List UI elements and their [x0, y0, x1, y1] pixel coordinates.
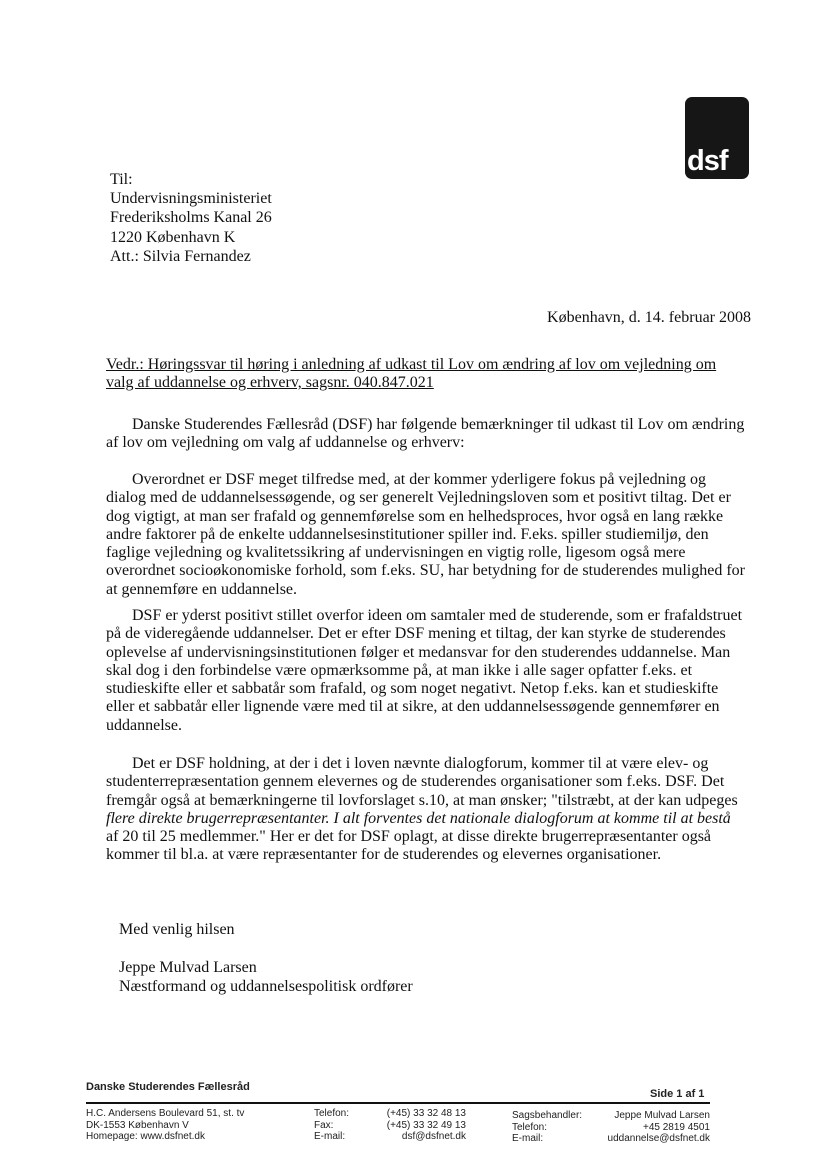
text-line: eller et sabbatår eller lignende være med til at sikre, at den uddannelsessøgende gennemfører en — [106, 698, 720, 716]
handler-label: E-mail: — [512, 1133, 544, 1144]
handler-value: Jeppe Mulvad Larsen — [614, 1110, 710, 1121]
recipient-line: 1220 København K — [110, 228, 236, 246]
text-line: af 20 til 25 medlemmer." Her er det for DSF oplagt, at disse direkte brugerrepræsentanter også — [106, 828, 712, 846]
footer-divider — [86, 1102, 710, 1104]
address-line: DK-1553 København V — [86, 1119, 189, 1131]
text-line: andre faktorer på de enkelte uddannelsesinstitutioner spiller ind. F.eks. spiller studiemiljø, den — [106, 525, 709, 543]
footer-address — [86, 1108, 244, 1143]
footer-page — [650, 1089, 704, 1101]
address-line: H.C. Andersens Boulevard 51, st. tv — [86, 1108, 245, 1119]
footer-handler-values — [596, 1110, 710, 1145]
signer-name: Jeppe Mulvad Larsen — [119, 959, 257, 976]
handler-value: +45 2819 4501 — [642, 1121, 710, 1133]
text-line: DSF er yderst positivt stillet overfor ideen om samtaler med de studerende, som er frafaldstruet — [132, 607, 743, 624]
text-line: på de videregående uddannelser. Det er efter DSF mening et tiltag, der kan styrke de studerendes — [106, 625, 726, 643]
paragraph-intro — [106, 416, 746, 453]
text-line: Danske Studerendes Fællesråd (DSF) har følgende bemærkninger til udkast til Lov om ændring — [132, 416, 745, 433]
paragraph-3 — [106, 755, 746, 865]
footer-org — [86, 1082, 250, 1094]
text-line: dog vigtigt, at man ser frafald og gennemførelse som en helhedsproces, hvor også en lang række — [106, 507, 724, 525]
subject-line-2: valg af uddannelse og erhverv, sagsnr. 040.847.021 — [106, 374, 434, 391]
address-line: Homepage: www.dsfnet.dk — [86, 1131, 205, 1142]
text-line: skal dog i den forbindelse være opmærksomme på, at man ikke i alle sager opfatter f.eks. et — [106, 661, 693, 679]
footer-contact-labels — [314, 1108, 349, 1143]
paragraph-2 — [106, 607, 746, 735]
signer-title: Næstformand og uddannelsespolitisk ordfører — [119, 978, 413, 995]
text-line: kommer til bl.a. at være repræsentanter for de studerendes og elevernes organisationer. — [106, 846, 662, 864]
text-line: Det er DSF holdning, at der i det i loven nævnte dialogforum, kommer til at være elev- og — [132, 755, 709, 772]
date-line: København, d. 14. februar 2008 — [547, 309, 751, 326]
text-line: studieskifte eller et sabbatår som frafald, og som noget negativt. Netop f.eks. kan et studieskifte — [106, 680, 719, 698]
text-line: Overordnet er DSF meget tilfredse med, at der kommer yderligere fokus på vejledning og — [132, 471, 707, 488]
handler-label: Sagsbehandler: — [512, 1110, 583, 1121]
text-line: uddannelse. — [106, 716, 182, 734]
dsf-logo — [685, 97, 749, 179]
footer-handler-labels — [512, 1110, 582, 1145]
text-line: overordnet socioøkonomiske forhold, som f.eks. SU, har betydning for de studerendes mulighed for — [106, 562, 745, 580]
text-line: fremgår også at bemærkningerne til lovforslaget s.10, at man ønsker; "tilstræbt, at der kan udpeges — [106, 791, 738, 809]
subject-line — [106, 356, 731, 392]
text-line: af lov om vejledning om valg af uddannelse og erhverv: — [106, 434, 465, 452]
recipient-line: Frederiksholms Kanal 26 — [110, 209, 272, 227]
footer-contact-values — [370, 1108, 466, 1143]
recipient-line: Til: — [110, 171, 133, 188]
contact-label: E-mail: — [314, 1131, 346, 1142]
paragraph-1 — [106, 471, 746, 599]
text-line: oplevelse af undervisningsinstitutionen følger et medansvar for den studerendes uddannelse. Man — [106, 643, 731, 661]
recipient-address — [110, 170, 272, 266]
footer-org-name: Danske Studerendes Fællesråd — [86, 1081, 250, 1093]
recipient-line: Att.: Silvia Fernandez — [110, 247, 251, 265]
text-line: dialog med de uddannelsessøgende, og ser generelt Vejledningsloven som et positivt tiltag. Det er — [106, 489, 731, 507]
contact-value: (+45) 33 32 49 13 — [386, 1119, 466, 1131]
handler-label: Telefon: — [512, 1121, 548, 1133]
text-line: studenterrepræsentation gennem elevernes og de studerendes organisationer som f.eks. DSF. Det — [106, 773, 725, 791]
page-number: Side 1 af 1 — [650, 1088, 705, 1100]
text-line: flere direkte brugerrepræsentanter. I alt forventes det nationale dialogforum at komme til at bestå — [106, 809, 731, 827]
logo-text: dsf — [687, 145, 728, 177]
subject-line-1: Vedr.: Høringssvar til høring i anledning af udkast til Lov om ændring af lov om vejledning om — [106, 356, 717, 373]
contact-value: (+45) 33 32 48 13 — [386, 1108, 466, 1119]
recipient-line: Undervisningsministeriet — [110, 190, 272, 208]
contact-label: Fax: — [314, 1119, 334, 1131]
contact-label: Telefon: — [314, 1108, 350, 1119]
text-line: at gennemføre en uddannelse. — [106, 580, 298, 598]
text-line: faglige vejledning og kvalitetssikring af undervisningen en vigtig rolle, ligesom også mere — [106, 544, 686, 562]
closing-greeting: Med venlig hilsen — [119, 921, 235, 938]
contact-value: dsf@dsfnet.dk — [401, 1131, 466, 1142]
handler-value: uddannelse@dsfnet.dk — [607, 1133, 710, 1144]
